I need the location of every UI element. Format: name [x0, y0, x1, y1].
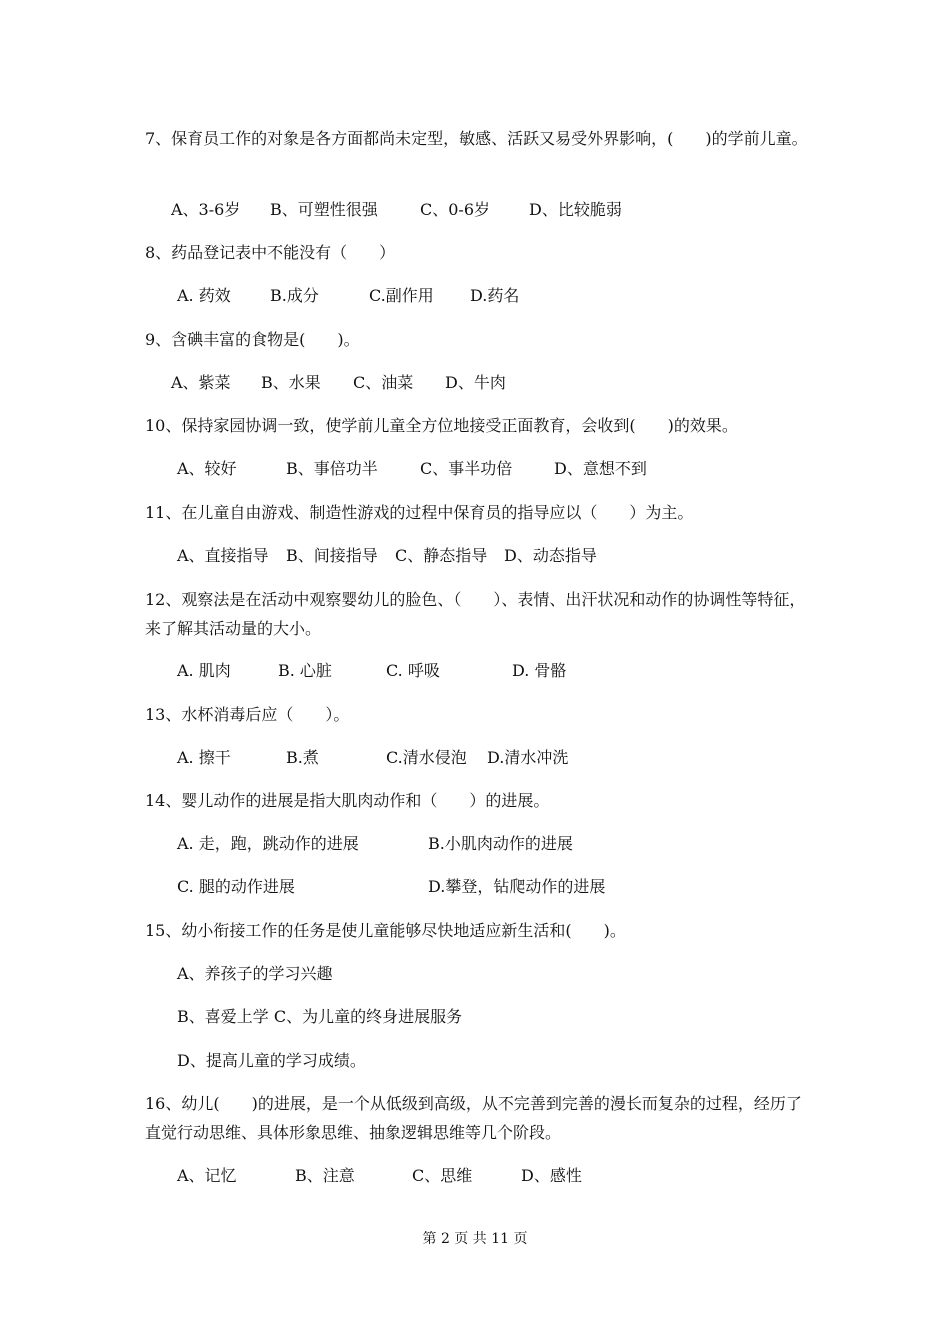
q13-option-a: A. 擦干 — [177, 748, 231, 767]
q12-option-b: B. 心脏 — [278, 661, 332, 680]
question-14: 14、婴儿动作的进展是指大肌肉动作和（ ）的进展。 — [145, 791, 550, 810]
q11-option-b: B、间接指导 — [286, 546, 378, 565]
q14-option-c: C. 腿的动作进展 — [177, 877, 295, 896]
q8-option-c: C.副作用 — [369, 286, 434, 305]
q7-option-b: B、可塑性很强 — [270, 200, 378, 219]
question-10: 10、保持家园协调一致，使学前儿童全方位地接受正面教育，会收到( )的效果。 — [145, 416, 738, 435]
q12-option-d: D. 骨骼 — [512, 661, 567, 680]
q15-option-d: D、提高儿童的学习成绩。 — [177, 1051, 366, 1070]
q16-option-d: D、感性 — [521, 1166, 582, 1185]
q16-option-a: A、记忆 — [177, 1166, 237, 1185]
q14-option-b: B.小肌肉动作的进展 — [428, 834, 573, 853]
q9-option-c: C、油菜 — [353, 373, 414, 392]
question-11: 11、在儿童自由游戏、制造性游戏的过程中保育员的指导应以（ ）为主。 — [145, 503, 694, 522]
q10-option-c: C、事半功倍 — [420, 459, 513, 478]
page-number-footer: 第 2 页 共 11 页 — [422, 1231, 528, 1247]
q14-option-a: A. 走，跑，跳动作的进展 — [177, 834, 359, 853]
q13-option-b: B.煮 — [286, 748, 319, 767]
q10-option-a: A、较好 — [177, 459, 237, 478]
question-8: 8、药品登记表中不能没有（ ） — [145, 243, 396, 262]
q14-option-d: D.攀登，钻爬动作的进展 — [428, 877, 606, 896]
q7-option-d: D、比较脆弱 — [529, 200, 622, 219]
question-9: 9、含碘丰富的食物是( )。 — [145, 330, 360, 349]
q11-option-d: D、动态指导 — [504, 546, 597, 565]
q12-option-c: C. 呼吸 — [386, 661, 440, 680]
q13-option-d: D.清水冲洗 — [487, 748, 569, 767]
q10-option-b: B、事倍功半 — [286, 459, 378, 478]
q15-option-bc: B、喜爱上学 C、为儿童的终身进展服务 — [177, 1007, 463, 1026]
q16-option-c: C、思维 — [412, 1166, 473, 1185]
q11-option-a: A、直接指导 — [177, 546, 269, 565]
q8-option-b: B.成分 — [270, 286, 319, 305]
question-12: 12、观察法是在活动中观察婴幼儿的脸色、（ ）、表情、出汗状况和动作的协调性等特征，来了解其活动量的大小。 — [145, 590, 806, 638]
q10-option-d: D、意想不到 — [554, 459, 647, 478]
q16-option-b: B、注意 — [295, 1166, 355, 1185]
q8-option-d: D.药名 — [470, 286, 520, 305]
question-13: 13、水杯消毒后应（ ）。 — [145, 705, 350, 724]
q9-option-b: B、水果 — [261, 373, 321, 392]
question-16: 16、幼儿( )的进展，是一个从低级到高级，从不完善到完善的漫长而复杂的过程，经历了直觉行动思维、具体形象思维、抽象逻辑思维等几个阶段。 — [145, 1094, 802, 1142]
q13-option-c: C.清水侵泡 — [386, 748, 467, 767]
q15-option-a: A、养孩子的学习兴趣 — [177, 964, 333, 983]
q7-option-c: C、0-6岁 — [420, 200, 491, 219]
q7-option-a: A、3-6岁 — [171, 200, 241, 219]
q9-option-a: A、紫菜 — [171, 373, 231, 392]
q9-option-d: D、牛肉 — [445, 373, 506, 392]
question-7: 7、保育员工作的对象是各方面都尚未定型，敏感、活跃又易受外界影响，( )的学前儿童。 — [145, 129, 808, 148]
q12-option-a: A. 肌肉 — [177, 661, 231, 680]
q11-option-c: C、静态指导 — [395, 546, 488, 565]
question-15: 15、幼小衔接工作的任务是使儿童能够尽快地适应新生活和( )。 — [145, 921, 626, 940]
q8-option-a: A. 药效 — [177, 286, 231, 305]
